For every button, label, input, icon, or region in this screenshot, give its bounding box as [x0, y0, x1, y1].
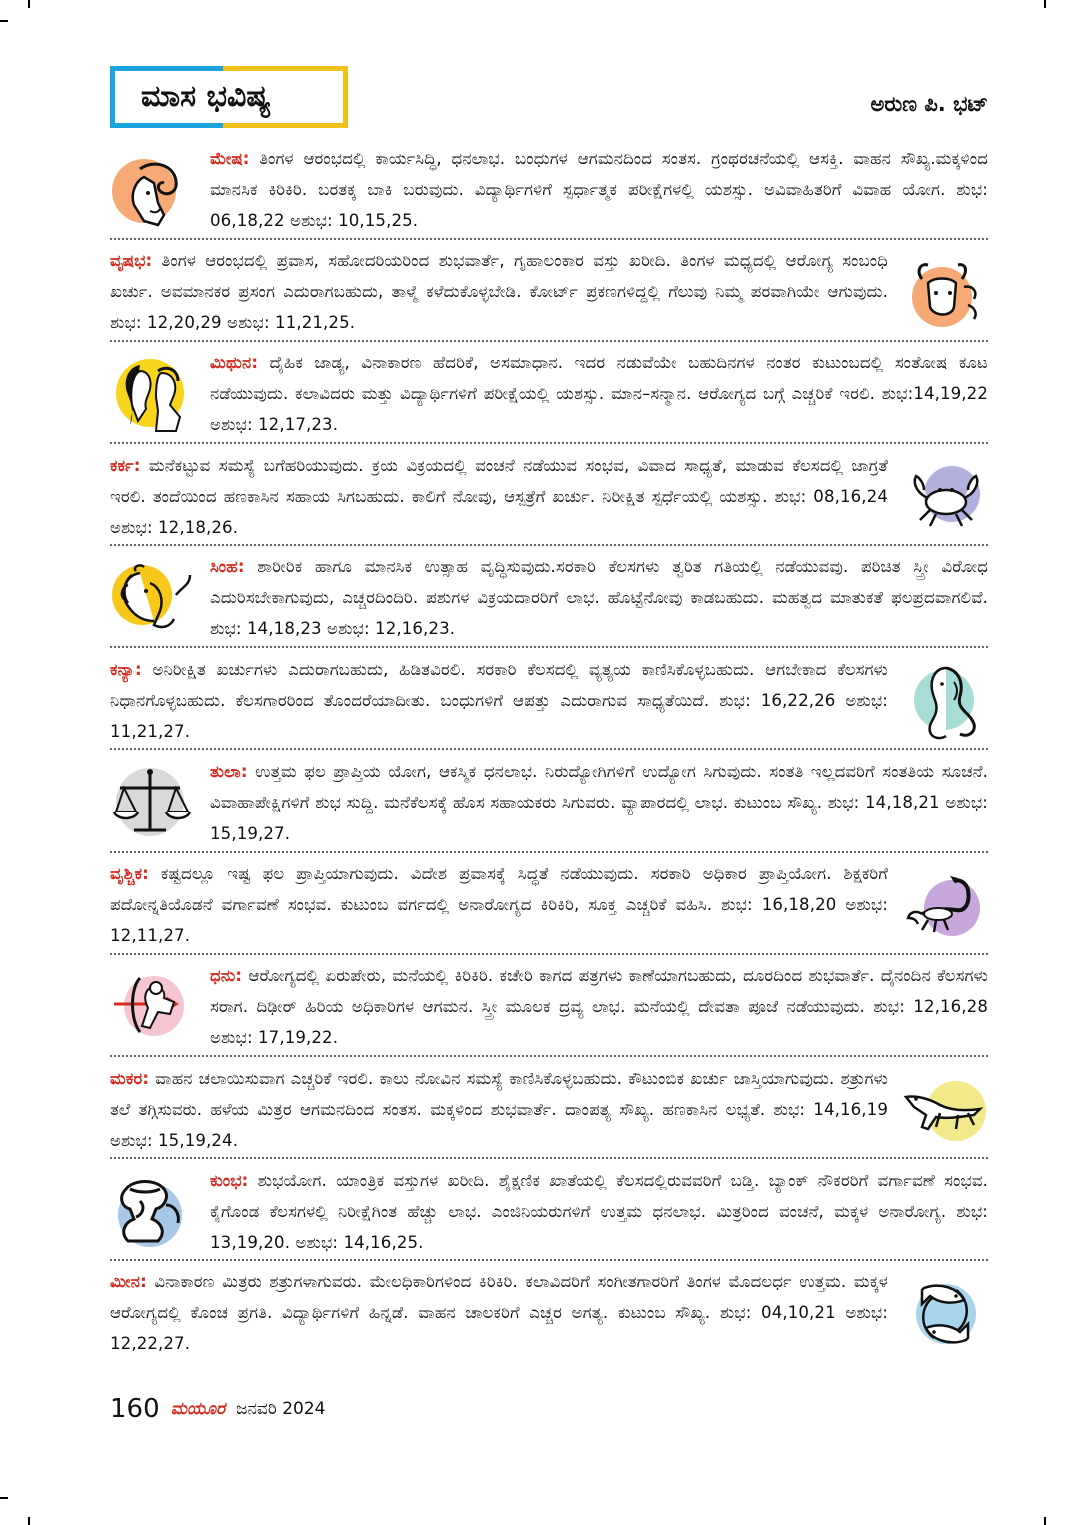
- entry-text: ಮಿಥುನ: ದೈಹಿಕ ಜಾಡ್ಯ, ವಿನಾಕಾರಣ ಹೆದರಿಕೆ, ಅಸಮಾಧಾನ. ಇದರ ನಡುವೆಯೇ ಬಹುದಿನಗಳ ನಂತರ ಕುಟುಂಬದಲ್ಲಿ ಸಂತೋಷ ಕೂಟ ನಡೆಯುವುದು. ಕಲಾವಿದರು ಮತ್ತು ವಿದ್ಯಾರ್ಥಿಗಳಿಗೆ ಪರೀಕ್ಷೆಯಲ್ಲಿ ಯಶಸ್ಸು. ಮಾನ–ಸನ್ಮಾನ. ಆರೋಗ್ಯದ ಬಗ್ಗೆ ಎಚ್ಚರಿಕೆ ಇರಲಿ. ಶುಭ:14,19,22 ಅಶುಭ: 12,17,23.: [210, 353, 988, 434]
- sign-name: ಮಕರ:: [110, 1069, 150, 1088]
- crab-icon: [902, 454, 988, 540]
- entry-text: ಸಿಂಹ: ಶಾರೀರಿಕ ಹಾಗೂ ಮಾನಸಿಕ ಉತ್ಸಾಹ ವೃದ್ಧಿಸುವುದು.ಸರಕಾರಿ ಕೆಲಸಗಳು ತ್ವರಿತ ಗತಿಯಲ್ಲಿ ನಡೆಯುವವು. ಪರಿಚಿತ ಸ್ತ್ರೀ ವಿರೋಧ ಎದುರಿಸಬೇಕಾಗುವುದು, ಎಚ್ಚರದಿಂದಿರಿ. ಪಶುಗಳ ವಿಕ್ರಯದಾರರಿಗೆ ಲಾಭ. ಹೊಟ್ಟೆನೋವು ಕಾಡಬಹುದು. ಮಹತ್ವದ ಮಾತುಕತೆ ಫಲಪ್ರದವಾಗಲಿವೆ. ಶುಭ: 14,18,23 ಅಶುಭ: 12,16,23.: [210, 557, 988, 638]
- entry-text: ಕರ್ಕ: ಮನೆಕಟ್ಟುವ ಸಮಸ್ಯೆ ಬಗೆಹರಿಯುವುದು. ಕ್ರಯ ವಿಕ್ರಯದಲ್ಲಿ ವಂಚನೆ ನಡೆಯುವ ಸಂಭವ, ವಿವಾದ ಸಾಧ್ಯತೆ, ಮಾಡುವ ಕೆಲಸದಲ್ಲಿ ಜಾಗ್ರತೆ ಇರಲಿ. ತಂದೆಯಿಂದ ಹಣಕಾಸಿನ ಸಹಾಯ ಸಿಗಬಹುದು. ಕಾಲಿಗೆ ನೋವು, ಆಸ್ಪತ್ರೆಗೆ ಖರ್ಚು. ನಿರೀಕ್ಷಿತ ಸ್ಪರ್ಧೆಯಲ್ಲಿ ಯಶಸ್ಸು. ಶುಭ: 08,16,24 ಅಶುಭ: 12,18,26.: [110, 456, 888, 537]
- crop-mark: [0, 1497, 8, 1499]
- sign-name: ಸಿಂಹ:: [210, 557, 245, 576]
- sign-name: ಮಿಥುನ:: [210, 353, 259, 372]
- fish-icon: [902, 1270, 988, 1356]
- sign-name: ಕುಂಭ:: [210, 1171, 249, 1190]
- crop-mark: [1044, 1517, 1046, 1525]
- horoscope-entry-meena: [110, 1266, 988, 1359]
- sign-name: ಮೇಷ:: [210, 149, 250, 168]
- horoscope-entry-vrishabha: [110, 245, 988, 338]
- horoscope-entry-vrishchika: [110, 858, 988, 951]
- crop-mark: [1044, 0, 1046, 8]
- ram-icon: [110, 147, 196, 233]
- entry-text: ಕುಂಭ: ಶುಭಯೋಗ. ಯಾಂತ್ರಿಕ ವಸ್ತುಗಳ ಖರೀದಿ. ಶೈಕ್ಷಣಿಕ ಖಾತೆಯಲ್ಲಿ ಕೆಲಸದಲ್ಲಿರುವವರಿಗೆ ಬಡ್ತಿ. ಬ್ಯಾಂಕ್ ನೌಕರರಿಗೆ ವರ್ಗಾವಣೆ ಸಂಭವ. ಕೈಗೊಂಡ ಕೆಲಸಗಳಲ್ಲಿ ನಿರೀಕ್ಷೆಗಿಂತ ಹೆಚ್ಚು ಲಾಭ. ಎಂಜಿನಿಯರುಗಳಿಗೆ ಉತ್ತಮ ಧನಲಾಭ. ಮಿತ್ರರಿಂದ ವಂಚನೆ, ಮಕ್ಕಳ ಅನಾರೋಗ್ಯ. ಶುಭ: 13,19,20. ಅಶುಭ: 14,16,25.: [210, 1171, 988, 1252]
- twins-icon: [110, 351, 196, 437]
- page-title: ಮಾಸ ಭವಿಷ್ಯ: [141, 79, 271, 114]
- sign-name: ವೃಶ್ಚಿಕ:: [110, 864, 149, 883]
- dotted-divider: [110, 646, 988, 648]
- dotted-divider: [110, 442, 988, 444]
- horoscope-entry-makara: [110, 1063, 988, 1156]
- crop-mark: [28, 1517, 30, 1525]
- author-name: ಅರುಣ ಪಿ. ಭಟ್: [870, 92, 988, 116]
- bull-icon: [902, 249, 988, 335]
- entry-text: ವೃಶ್ಚಿಕ: ಕಷ್ಟದಲ್ಲೂ ಇಷ್ಟ ಫಲ ಪ್ರಾಪ್ತಿಯಾಗುವುದು. ವಿದೇಶ ಪ್ರವಾಸಕ್ಕೆ ಸಿದ್ಧತೆ ನಡೆಯುವುದು. ಸರಕಾರಿ ಅಧಿಕಾರ ಪ್ರಾಪ್ತಿಯೋಗ. ಶಿಕ್ಷಕರಿಗೆ ಪದೋನ್ನತಿಯೊಡನೆ ವರ್ಗಾವಣೆ ಸಂಭವ. ಕುಟುಂಬ ವರ್ಗದಲ್ಲಿ ಅನಾರೋಗ್ಯದ ಕಿರಿಕಿರಿ, ಸೂಕ್ತ ಎಚ್ಚರಿಕೆ ವಹಿಸಿ. ಶುಭ: 16,18,20 ಅಶುಭ: 12,11,27.: [110, 864, 888, 945]
- sign-name: ಕರ್ಕ:: [110, 456, 141, 475]
- entry-text: ಕನ್ಯಾ: ಅನಿರೀಕ್ಷಿತ ಖರ್ಚುಗಳು ಎದುರಾಗಬಹುದು, ಹಿಡಿತವಿರಲಿ. ಸರಕಾರಿ ಕೆಲಸದಲ್ಲಿ ವ್ಯತ್ಯಯ ಕಾಣಿಸಿಕೊಳ್ಳಬಹುದು. ಆಗಬೇಕಾದ ಕೆಲಸಗಳು ನಿಧಾನಗೊಳ್ಳಬಹುದು. ಕೆಲಸಗಾರರಿಂದ ತೊಂದರೆಯಾದೀತು. ಬಂಧುಗಳಿಗೆ ಆಪತ್ತು ಎದುರಾಗುವ ಸಾಧ್ಯತೆಯಿದೆ. ಶುಭ: 16,22,26 ಅಶುಭ: 11,21,27.: [110, 660, 888, 741]
- issue-date: ಜನವರಿ 2024: [236, 1399, 326, 1419]
- crocodile-icon: [902, 1067, 988, 1153]
- dotted-divider: [110, 1157, 988, 1159]
- entry-text: ಮೀನ: ವಿನಾಕಾರಣ ಮಿತ್ರರು ಶತ್ರುಗಳಾಗುವರು. ಮೇಲಧಿಕಾರಿಗಳಿಂದ ಕಿರಿಕಿರಿ. ಕಲಾವಿದರಿಗೆ ಸಂಗೀತಗಾರರಿಗೆ ತಿಂಗಳ ಮೊದಲರ್ಧ ಉತ್ತಮ. ಮಕ್ಕಳ ಆರೋಗ್ಯದಲ್ಲಿ ಕೊಂಚ ಪ್ರಗತಿ. ವಿದ್ಯಾರ್ಥಿಗಳಿಗೆ ಹಿನ್ನಡೆ. ವಾಹನ ಚಾಲಕರಿಗೆ ಎಚ್ಚರ ಅಗತ್ಯ. ಕುಟುಂಬ ಸೌಖ್ಯ. ಶುಭ: 04,10,21 ಅಶುಭ: 12,22,27.: [110, 1272, 888, 1353]
- dotted-divider: [110, 851, 988, 853]
- dotted-divider: [110, 1055, 988, 1057]
- horoscope-entry-kanya: [110, 654, 988, 747]
- dotted-divider: [110, 1259, 988, 1261]
- sign-name: ಮೀನ:: [110, 1272, 147, 1291]
- crop-mark: [28, 0, 30, 8]
- horoscope-entry-mesha: [110, 143, 988, 236]
- sign-name: ಕನ್ಯಾ:: [110, 660, 142, 679]
- lion-icon: [110, 555, 196, 641]
- page-footer: [110, 1394, 325, 1424]
- water-pot-icon: [110, 1169, 196, 1255]
- title-box: [110, 66, 348, 128]
- archer-icon: [110, 964, 196, 1050]
- horoscope-entry-karka: [110, 450, 988, 543]
- entry-text: ಧನು: ಆರೋಗ್ಯದಲ್ಲಿ ಏರುಪೇರು, ಮನೆಯಲ್ಲಿ ಕಿರಿಕಿರಿ. ಕಚೇರಿ ಕಾಗದ ಪತ್ರಗಳು ಕಾಣೆಯಾಗಬಹುದು, ದೂರದಿಂದ ಶುಭವಾರ್ತೆ. ದೈನಂದಿನ ಕೆಲಸಗಳು ಸರಾಗ. ದಿಢೀರ್ ಹಿರಿಯ ಅಧಿಕಾರಿಗಳ ಆಗಮನ. ಸ್ತ್ರೀ ಮೂಲಕ ದ್ರವ್ಯ ಲಾಭ. ಮನೆಯಲ್ಲಿ ದೇವತಾ ಪೂಜೆ ನಡೆಯುವುದು. ಶುಭ: 12,16,28 ಅಶುಭ: 17,19,22.: [210, 966, 988, 1047]
- page-number: 160: [110, 1394, 160, 1424]
- sign-name: ತುಲಾ:: [210, 762, 248, 781]
- magazine-name: ಮಯೂರ: [170, 1399, 225, 1419]
- scorpion-icon: [902, 862, 988, 948]
- entry-text: ವೃಷಭ: ತಿಂಗಳ ಆರಂಭದಲ್ಲಿ ಪ್ರವಾಸ, ಸಹೋದರಿಯರಿಂದ ಶುಭವಾರ್ತೆ, ಗೃಹಾಲಂಕಾರ ವಸ್ತು ಖರೀದಿ. ತಿಂಗಳ ಮಧ್ಯದಲ್ಲಿ ಆರೋಗ್ಯ ಸಂಬಂಧಿ ಖರ್ಚು. ಅವಮಾನಕರ ಪ್ರಸಂಗ ಎದುರಾಗಬಹುದು, ತಾಳ್ಮೆ ಕಳೆದುಕೊಳ್ಳಬೇಡಿ. ಕೋರ್ಟ್ ಪ್ರಕಣಗಳಿದ್ದಲ್ಲಿ ಗೆಲುವು ನಿಮ್ಮ ಪರವಾಗಿಯೇ ಆಗುವುದು. ಶುಭ: 12,20,29 ಅಶುಭ: 11,21,25.: [110, 251, 888, 332]
- dotted-divider: [110, 238, 988, 240]
- horoscope-entry-simha: [110, 551, 988, 644]
- sign-name: ಧನು:: [210, 966, 243, 985]
- virgo-icon: [902, 658, 988, 744]
- dotted-divider: [110, 544, 988, 546]
- horoscope-entry-kumbha: [110, 1165, 988, 1258]
- horoscope-entry-tula: [110, 756, 988, 849]
- crop-mark: [0, 20, 8, 22]
- scales-icon: [110, 760, 196, 846]
- dotted-divider: [110, 340, 988, 342]
- sign-name: ವೃಷಭ:: [110, 251, 153, 270]
- entry-text: ಮಕರ: ವಾಹನ ಚಲಾಯಿಸುವಾಗ ಎಚ್ಚರಿಕೆ ಇರಲಿ. ಕಾಲು ನೋವಿನ ಸಮಸ್ಯೆ ಕಾಣಿಸಿಕೊಳ್ಳಬಹುದು. ಕೌಟುಂಬಿಕ ಖರ್ಚು ಜಾಸ್ತಿಯಾಗುವುದು. ಶತ್ರುಗಳು ತಲೆ ತಗ್ಗಿಸುವರು. ಹಳೆಯ ಮಿತ್ರರ ಆಗಮನದಿಂದ ಸಂತಸ. ಮಕ್ಕಳಿಂದ ಶುಭವಾರ್ತೆ. ದಾಂಪತ್ಯ ಸೌಖ್ಯ. ಹಣಕಾಸಿನ ಲಭ್ಯತೆ. ಶುಭ: 14,16,19 ಅಶುಭ: 15,19,24.: [110, 1069, 888, 1150]
- dotted-divider: [110, 748, 988, 750]
- horoscope-entry-mithuna: [110, 347, 988, 440]
- entry-text: ತುಲಾ: ಉತ್ತಮ ಫಲ ಪ್ರಾಪ್ತಿಯ ಯೋಗ, ಆಕಸ್ಮಿಕ ಧನಲಾಭ. ನಿರುದ್ಯೋಗಿಗಳಿಗೆ ಉದ್ಯೋಗ ಸಿಗುವುದು. ಸಂತತಿ ಇಲ್ಲದವರಿಗೆ ಸಂತತಿಯ ಸೂಚನೆ. ವಿವಾಹಾಪೇಕ್ಷಿಗಳಿಗೆ ಶುಭ ಸುದ್ದಿ. ಮನೆಕೆಲಸಕ್ಕೆ ಹೊಸ ಸಹಾಯಕರು ಸಿಗುವರು. ವ್ಯಾಪಾರದಲ್ಲಿ ಲಾಭ. ಕುಟುಂಬ ಸೌಖ್ಯ. ಶುಭ: 14,18,21 ಅಶುಭ: 15,19,27.: [210, 762, 988, 843]
- horoscope-entry-dhanu: [110, 960, 988, 1053]
- entry-text: ಮೇಷ: ತಿಂಗಳ ಆರಂಭದಲ್ಲಿ ಕಾರ್ಯಸಿದ್ಧಿ, ಧನಲಾಭ. ಬಂಧುಗಳ ಆಗಮನದಿಂದ ಸಂತಸ. ಗ್ರಂಥರಚನೆಯಲ್ಲಿ ಆಸಕ್ತಿ. ವಾಹನ ಸೌಖ್ಯ.ಮಕ್ಕಳಿಂದ ಮಾನಸಿಕ ಕಿರಿಕಿರಿ. ಬರತಕ್ಕ ಬಾಕಿ ಬರುವುದು. ವಿದ್ಯಾರ್ಥಿಗಳಿಗೆ ಸ್ಪರ್ಧಾತ್ಮಕ ಪರೀಕ್ಷೆಗಳಲ್ಲಿ ಯಶಸ್ಸು. ಅವಿವಾಹಿತರಿಗೆ ವಿವಾಹ ಯೋಗ. ಶುಭ: 06,18,22 ಅಶುಭ: 10,15,25.: [210, 149, 988, 230]
- dotted-divider: [110, 953, 988, 955]
